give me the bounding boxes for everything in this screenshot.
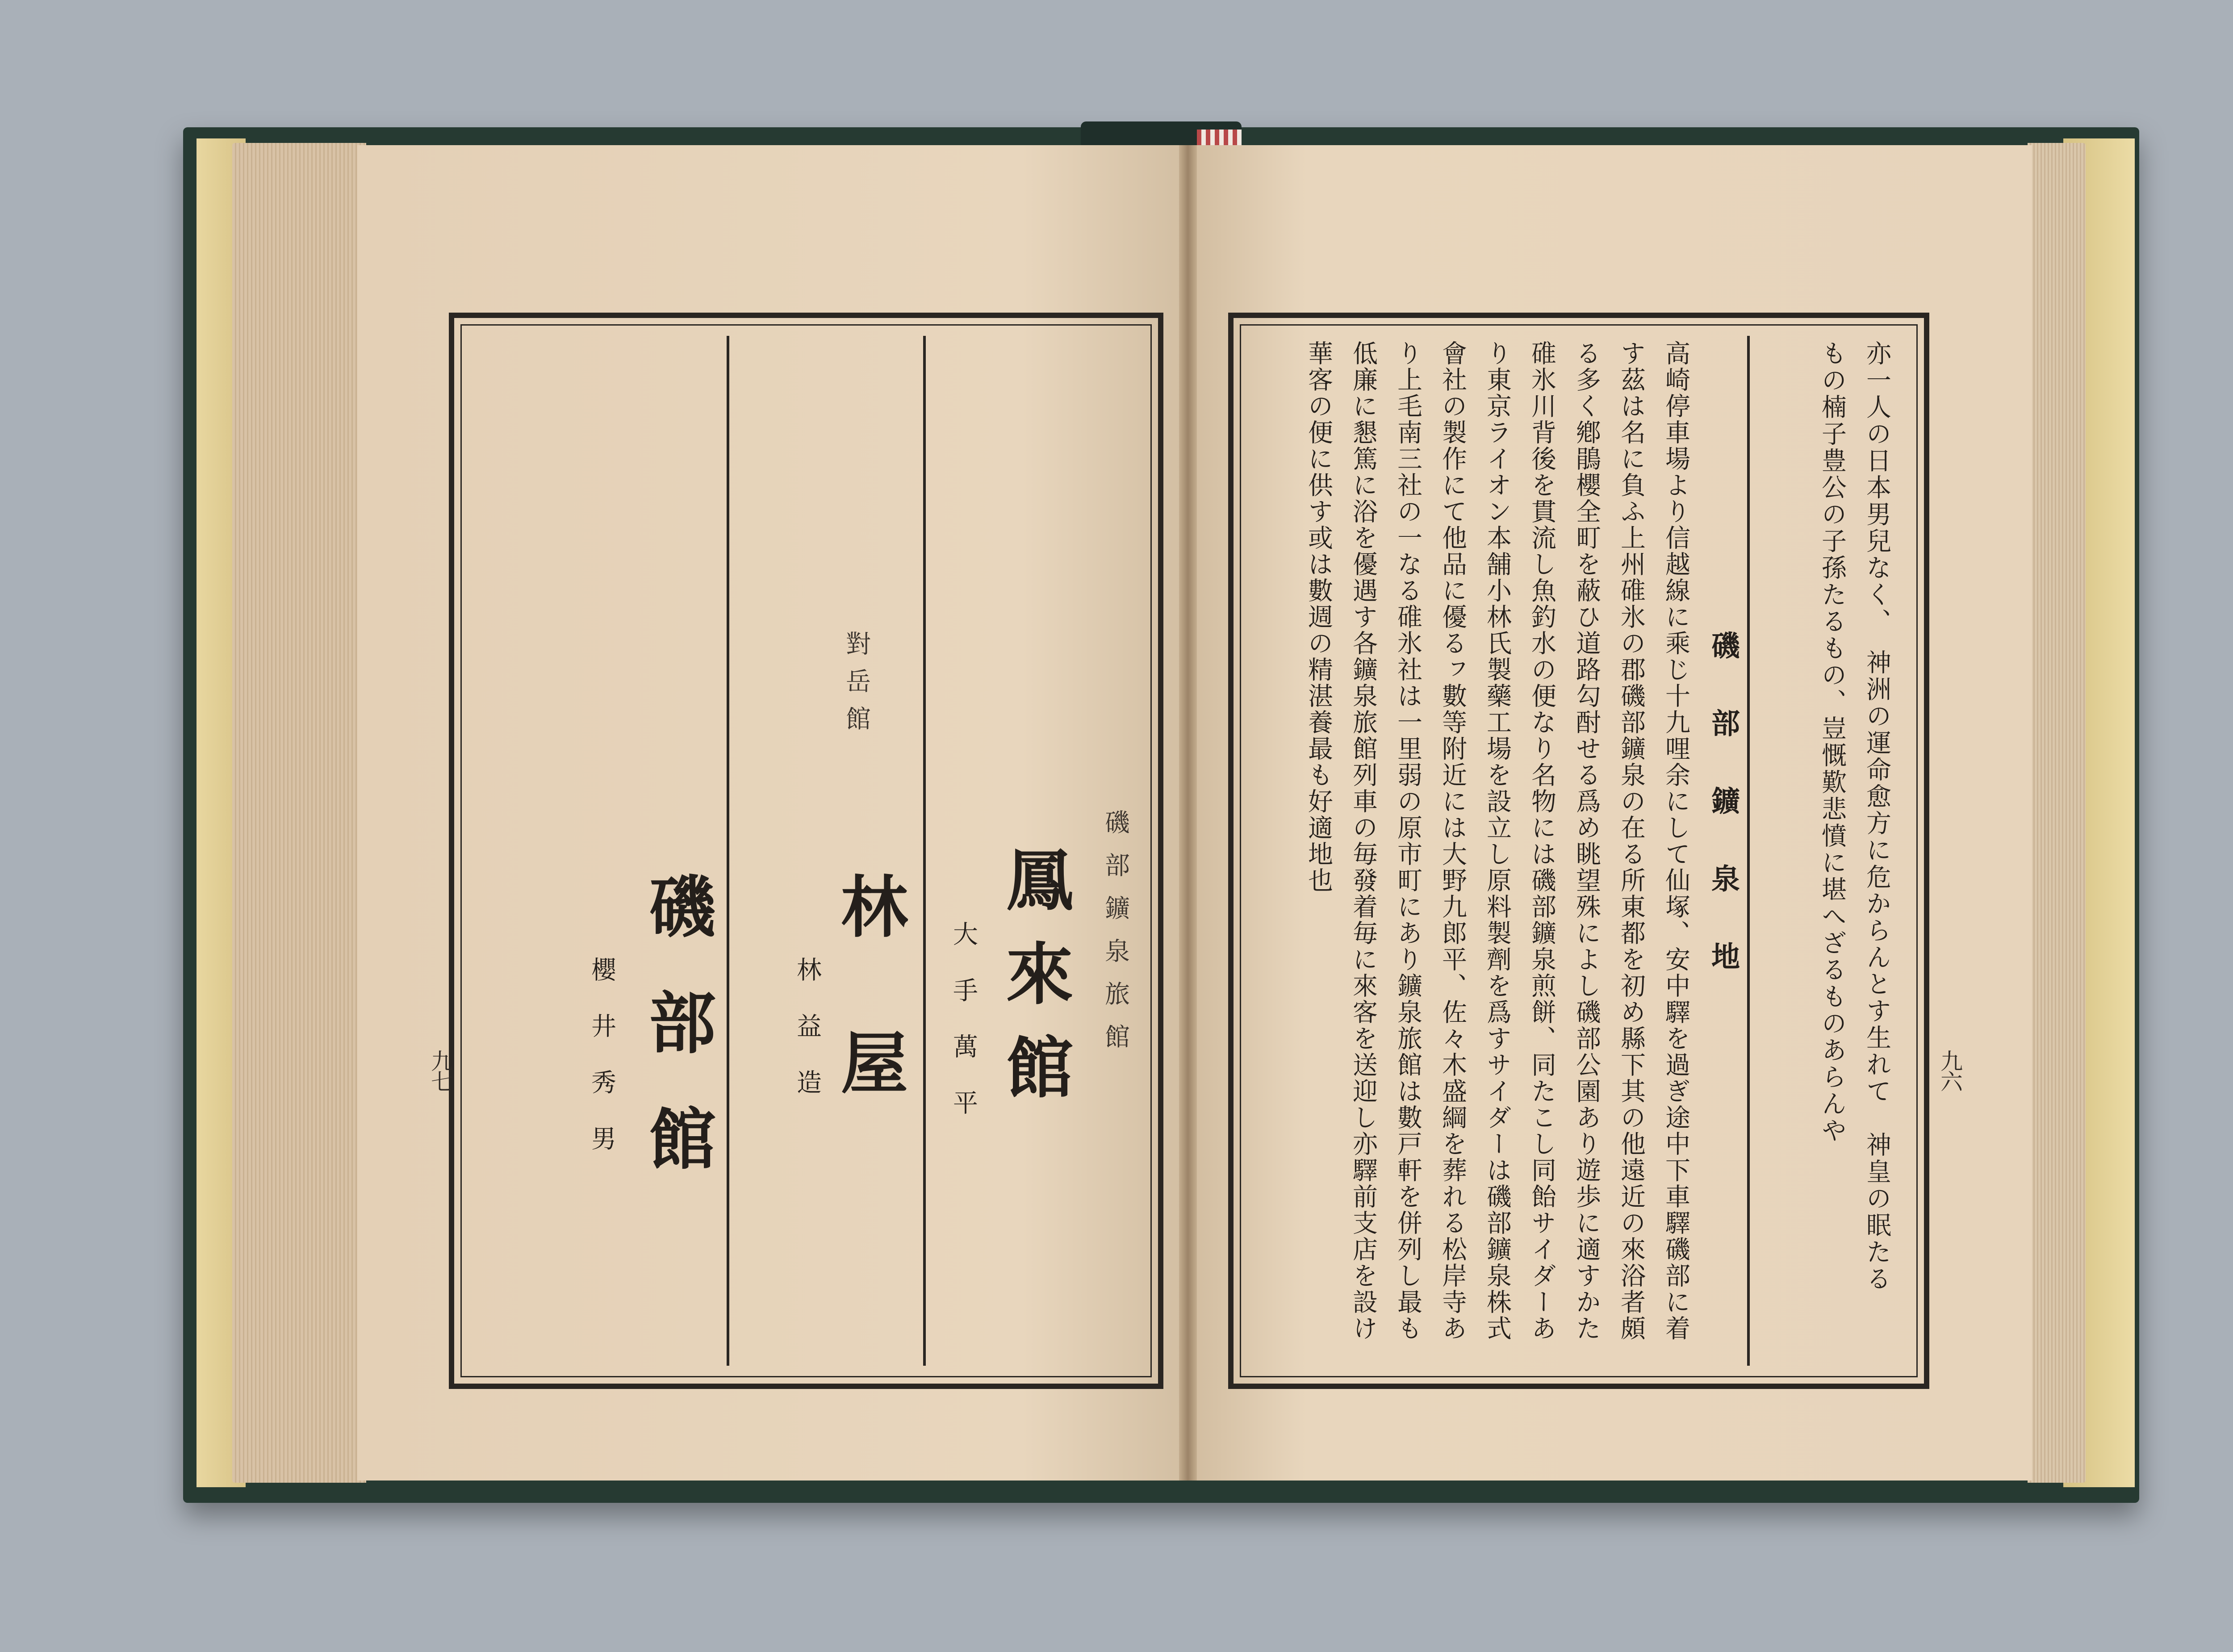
column-divider bbox=[923, 336, 926, 1366]
ad-area-label: 磯部鑛泉旅館 bbox=[1101, 809, 1130, 1066]
body-line: り東京ライオン本舗小林氏製藥工場を設立し原料製劑を爲すサイダーは磯部鑛泉株式 bbox=[1483, 340, 1512, 1342]
ad-proprietor: 林益造 bbox=[793, 957, 822, 1125]
ad-business-name: 鳳來館 bbox=[995, 845, 1073, 1126]
ad-subtitle: 對岳館 bbox=[842, 631, 871, 743]
ad-proprietor: 大手萬平 bbox=[949, 921, 978, 1146]
body-line: る多く鄕鵑櫻全町を蔽ひ道路勾酎せる爲め眺望殊によし磯部公園あり遊歩に適すかた bbox=[1572, 340, 1601, 1342]
body-line: す茲は名に負ふ上州碓氷の郡磯部鑛泉の在る所東都を初め縣下其の他遠近の來浴者頗 bbox=[1617, 340, 1646, 1342]
section-heading: 磯部鑛泉地 bbox=[1706, 631, 1740, 1019]
body-line: 會社の製作にて他品に優るㇷ數等附近には大野九郎平、佐々木盛綱を葬れる松岸寺あ bbox=[1438, 340, 1467, 1342]
page-number-left: 九七 bbox=[427, 1050, 453, 1091]
intro-line: もの楠子豊公の子孫たるもの、豈慨歎悲憤に堪へざるものあらんや bbox=[1818, 340, 1847, 1144]
ad-business-name: 林屋 bbox=[829, 872, 908, 1184]
page-edges-left bbox=[232, 143, 366, 1483]
body-line: り上毛南三社の一なる碓氷社は一里弱の原市町にあり鑛泉旅館は數戸軒を併列し最も bbox=[1393, 340, 1422, 1342]
intro-line: 亦一人の日本男兒なく、 神洲の運命愈方に危からんとす生れて 神皇の眠たる bbox=[1862, 340, 1891, 1292]
body-line: 低廉に懇篤に浴を優遇す各鑛泉旅館列車の毎發着毎に來客を送迎し亦驛前支店を設け bbox=[1349, 340, 1378, 1342]
ad-proprietor: 櫻井秀男 bbox=[587, 957, 616, 1182]
ad-business-name: 磯部館 bbox=[637, 872, 716, 1220]
page-number-right: 九六 bbox=[1937, 1050, 1963, 1091]
body-line: 碓氷川背後を貫流し魚釣水の便なり名物には磯部鑛泉煎餅、同たこし同飴サイダーあ bbox=[1527, 340, 1556, 1342]
gutter bbox=[1179, 145, 1197, 1481]
column-divider bbox=[1747, 336, 1750, 1366]
headband bbox=[1197, 130, 1242, 146]
body-line: 華客の便に供す或は數週の精湛養最も好適地也 bbox=[1304, 340, 1333, 894]
text-frame bbox=[1228, 313, 1929, 1389]
body-line: 高崎停車場より信越線に乘じ十九哩余にして仙塚、安中驛を過ぎ途中下車驛磯部に着 bbox=[1661, 340, 1690, 1342]
advertisement-frame bbox=[449, 313, 1163, 1389]
page-edges-right bbox=[2028, 143, 2086, 1483]
column-divider bbox=[727, 336, 729, 1366]
